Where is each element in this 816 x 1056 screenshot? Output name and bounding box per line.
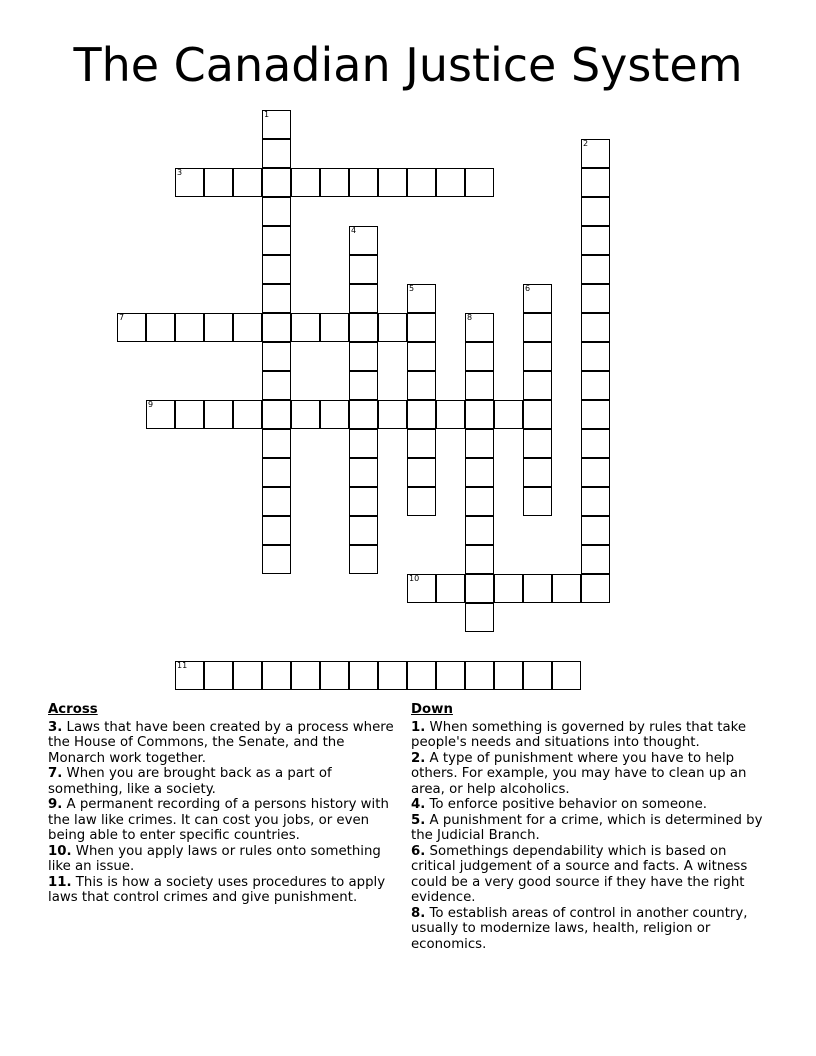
crossword-cell[interactable] <box>581 168 610 197</box>
crossword-cell[interactable] <box>262 284 291 313</box>
crossword-cell[interactable] <box>262 313 291 342</box>
clue-number: 8. <box>411 905 426 921</box>
cell-number: 9 <box>148 400 154 409</box>
crossword-cell[interactable] <box>465 487 494 516</box>
crossword-cell[interactable] <box>349 226 378 255</box>
crossword-cell[interactable] <box>262 458 291 487</box>
crossword-cell[interactable] <box>378 661 407 690</box>
crossword-cell[interactable] <box>117 313 146 342</box>
crossword-cell[interactable] <box>262 516 291 545</box>
crossword-cell[interactable] <box>407 371 436 400</box>
clue-number: 7. <box>48 766 63 781</box>
crossword-cell[interactable] <box>465 400 494 429</box>
crossword-cell[interactable] <box>349 168 378 197</box>
crossword-cell[interactable] <box>465 661 494 690</box>
crossword-cell[interactable] <box>349 487 378 516</box>
crossword-cell[interactable] <box>581 139 610 168</box>
cell-number: 8 <box>467 313 473 322</box>
crossword-cell[interactable] <box>465 371 494 400</box>
crossword-cell[interactable] <box>494 574 523 603</box>
crossword-cell[interactable] <box>262 255 291 284</box>
crossword-cell[interactable] <box>262 545 291 574</box>
cell-number: 10 <box>409 574 420 583</box>
crossword-cell[interactable] <box>378 400 407 429</box>
crossword-cell[interactable] <box>291 313 320 342</box>
clue-number: 3. <box>48 719 63 735</box>
across-clues <box>48 702 400 906</box>
crossword-cell[interactable] <box>175 661 204 690</box>
crossword-cell[interactable] <box>407 400 436 429</box>
crossword-cell[interactable] <box>581 487 610 516</box>
clue-text: Somethings dependability which is based on critical judgement of a source and facts. A witness could be a very good source if they have the right evidence. <box>411 843 748 905</box>
crossword-cell[interactable] <box>581 400 610 429</box>
crossword-cell[interactable] <box>378 313 407 342</box>
crossword-cell[interactable] <box>523 400 552 429</box>
across-clue-7 <box>48 766 400 797</box>
crossword-cell[interactable] <box>465 516 494 545</box>
crossword-cell[interactable] <box>407 342 436 371</box>
crossword-cell[interactable] <box>320 168 349 197</box>
clue-number: 11. <box>48 874 72 890</box>
crossword-cell[interactable] <box>465 342 494 371</box>
crossword-cell[interactable] <box>349 516 378 545</box>
clue-number: 6. <box>411 843 426 859</box>
crossword-cell[interactable] <box>436 574 465 603</box>
clue-text: A punishment for a crime, which is determined by the Judicial Branch. <box>411 812 763 843</box>
crossword-cell[interactable] <box>349 371 378 400</box>
crossword-cell[interactable] <box>262 400 291 429</box>
crossword-cell[interactable] <box>494 400 523 429</box>
crossword-cell[interactable] <box>320 400 349 429</box>
crossword-cell[interactable] <box>233 400 262 429</box>
cell-number: 3 <box>177 168 183 177</box>
clue-text: To enforce positive behavior on someone. <box>429 797 708 812</box>
clue-number: 1. <box>411 719 426 735</box>
cell-number: 5 <box>409 284 415 293</box>
crossword-cell[interactable] <box>262 342 291 371</box>
down-clue-4 <box>411 797 767 813</box>
crossword-cell[interactable] <box>175 313 204 342</box>
crossword-cell[interactable] <box>378 168 407 197</box>
crossword-cell[interactable] <box>262 226 291 255</box>
crossword-cell[interactable] <box>581 545 610 574</box>
crossword-cell[interactable] <box>407 574 436 603</box>
crossword-cell[interactable] <box>349 661 378 690</box>
clue-text: A permanent recording of a persons history with the law like crimes. It can cost you jobs, or even being able to enter specific countries. <box>48 797 389 843</box>
clue-number: 10. <box>48 843 72 859</box>
crossword-cell[interactable] <box>552 661 581 690</box>
crossword-cell[interactable] <box>291 168 320 197</box>
crossword-cell[interactable] <box>523 284 552 313</box>
crossword-cell[interactable] <box>523 487 552 516</box>
crossword-cell[interactable] <box>523 458 552 487</box>
crossword-cell[interactable] <box>407 458 436 487</box>
down-clue-8 <box>411 906 767 953</box>
crossword-cell[interactable] <box>465 574 494 603</box>
clue-text: When you apply laws or rules onto something like an issue. <box>48 843 381 874</box>
crossword-cell[interactable] <box>175 400 204 429</box>
crossword-cell[interactable] <box>349 313 378 342</box>
across-clue-10 <box>48 844 400 875</box>
crossword-cell[interactable] <box>146 313 175 342</box>
crossword-cell[interactable] <box>349 545 378 574</box>
crossword-cell[interactable] <box>465 313 494 342</box>
down-heading: Down <box>411 702 453 717</box>
crossword-cell[interactable] <box>262 371 291 400</box>
crossword-cell[interactable] <box>581 516 610 545</box>
crossword-cell[interactable] <box>204 168 233 197</box>
clue-number: 9. <box>48 797 63 812</box>
crossword-cell[interactable] <box>349 429 378 458</box>
cell-number: 2 <box>583 139 589 148</box>
crossword-cell[interactable] <box>465 545 494 574</box>
crossword-cell[interactable] <box>291 400 320 429</box>
crossword-cell[interactable] <box>262 197 291 226</box>
crossword-cell[interactable] <box>436 400 465 429</box>
crossword-cell[interactable] <box>349 342 378 371</box>
crossword-cell[interactable] <box>262 487 291 516</box>
crossword-cell[interactable] <box>204 661 233 690</box>
crossword-cell[interactable] <box>523 429 552 458</box>
crossword-cell[interactable] <box>523 661 552 690</box>
down-clue-5 <box>411 813 767 844</box>
down-clue-2 <box>411 751 767 798</box>
crossword-cell[interactable] <box>581 313 610 342</box>
crossword-cell[interactable] <box>407 168 436 197</box>
crossword-cell[interactable] <box>523 313 552 342</box>
crossword-cell[interactable] <box>175 168 204 197</box>
crossword-cell[interactable] <box>320 313 349 342</box>
crossword-cell[interactable] <box>436 168 465 197</box>
crossword-cell[interactable] <box>581 574 610 603</box>
crossword-cell[interactable] <box>523 371 552 400</box>
crossword-cell[interactable] <box>349 400 378 429</box>
crossword-cell[interactable] <box>233 661 262 690</box>
clue-text: A type of punishment where you have to help others. For example, you may have to clean up an area, or help alcoholics. <box>411 750 747 797</box>
crossword-cell[interactable] <box>552 574 581 603</box>
crossword-cell[interactable] <box>349 255 378 284</box>
crossword-cell[interactable] <box>233 313 262 342</box>
crossword-cell[interactable] <box>204 313 233 342</box>
across-heading: Across <box>48 702 98 717</box>
cell-number: 7 <box>119 313 125 322</box>
crossword-cell[interactable] <box>494 661 523 690</box>
page-title: The Canadian Justice System <box>73 38 743 92</box>
crossword-cell[interactable] <box>465 168 494 197</box>
clue-text: To establish areas of control in another country, usually to modernize laws, health, religion or economics. <box>411 905 748 952</box>
crossword-cell[interactable] <box>465 458 494 487</box>
crossword-cell[interactable] <box>233 168 262 197</box>
crossword-cell[interactable] <box>407 284 436 313</box>
crossword-cell[interactable] <box>581 197 610 226</box>
crossword-cell[interactable] <box>262 139 291 168</box>
crossword-cell[interactable] <box>581 371 610 400</box>
across-clue-3 <box>48 720 400 767</box>
down-clues <box>411 702 767 952</box>
crossword-cell[interactable] <box>581 342 610 371</box>
crossword-cell[interactable] <box>291 661 320 690</box>
crossword-cell[interactable] <box>581 458 610 487</box>
clue-number: 2. <box>411 750 426 766</box>
crossword-cell[interactable] <box>407 487 436 516</box>
crossword-cell[interactable] <box>262 168 291 197</box>
cell-number: 6 <box>525 284 531 293</box>
crossword-cell[interactable] <box>523 574 552 603</box>
crossword-cell[interactable] <box>407 313 436 342</box>
crossword-cell[interactable] <box>523 342 552 371</box>
clue-number: 5. <box>411 812 426 828</box>
crossword-cell[interactable] <box>349 284 378 313</box>
crossword-cell[interactable] <box>581 429 610 458</box>
across-clue-11 <box>48 875 400 906</box>
crossword-cell[interactable] <box>262 661 291 690</box>
clue-text: When something is governed by rules that take people's needs and situations into thought. <box>411 719 747 750</box>
crossword-cell[interactable] <box>262 429 291 458</box>
crossword-cell[interactable] <box>465 429 494 458</box>
clue-text: This is how a society uses procedures to apply laws that control crimes and give punishment. <box>48 874 386 905</box>
crossword-cell[interactable] <box>349 458 378 487</box>
crossword-cell[interactable] <box>581 226 610 255</box>
crossword-cell[interactable] <box>262 110 291 139</box>
crossword-cell[interactable] <box>581 284 610 313</box>
crossword-cell[interactable] <box>407 661 436 690</box>
crossword-cell[interactable] <box>581 255 610 284</box>
crossword-cell[interactable] <box>465 603 494 632</box>
crossword-cell[interactable] <box>320 661 349 690</box>
cell-number: 1 <box>264 110 270 119</box>
crossword-cell[interactable] <box>407 429 436 458</box>
clue-text: When you are brought back as a part of something, like a society. <box>48 766 332 797</box>
cell-number: 11 <box>177 661 188 670</box>
clue-number: 4. <box>411 797 426 812</box>
across-clue-9 <box>48 797 400 844</box>
cell-number: 4 <box>351 226 357 235</box>
crossword-cell[interactable] <box>204 400 233 429</box>
down-clue-6 <box>411 844 767 906</box>
crossword-cell[interactable] <box>146 400 175 429</box>
crossword-cell[interactable] <box>436 661 465 690</box>
clue-text: Laws that have been created by a process where the House of Commons, the Senate, and the Monarch work together. <box>48 719 394 766</box>
down-clue-1 <box>411 720 767 751</box>
